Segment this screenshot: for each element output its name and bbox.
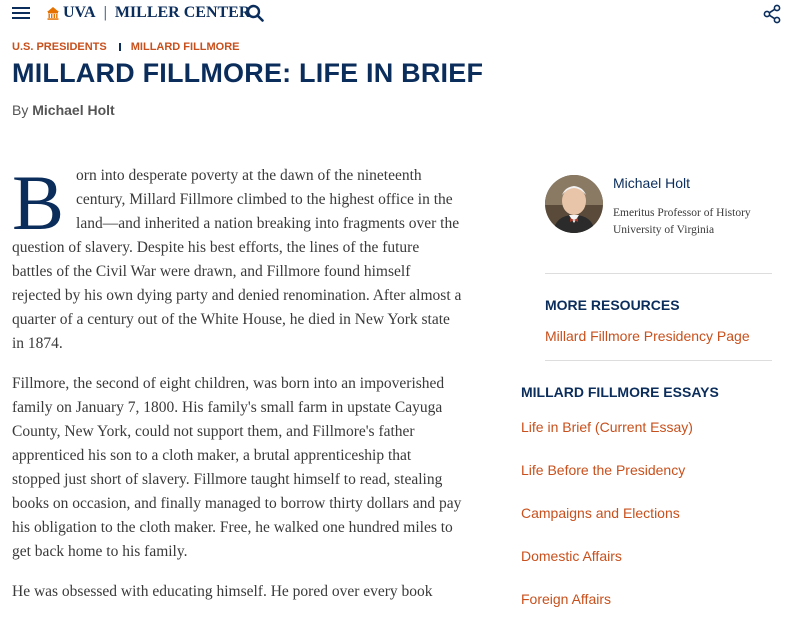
page-title: MILLARD FILLMORE: LIFE IN BRIEF bbox=[12, 58, 484, 88]
essay-link-domestic-affairs[interactable]: Domestic Affairs bbox=[521, 548, 622, 564]
article-paragraph bbox=[12, 159, 462, 356]
essay-link-foreign-affairs[interactable]: Foreign Affairs bbox=[521, 591, 612, 607]
breadcrumb-divider bbox=[119, 43, 121, 51]
logo-separator: | bbox=[103, 4, 107, 21]
article-paragraph: Fillmore, the second of eight children, was born into an impoverished family on January 7, 1800. His family's small farm in upstate Cayuga County, New York, could not support them, and Fillmore's father apprenticed his son to a cloth maker, a brutal apprenticeship that stopped just short of slavery. Fillmore taught himself to read, stealing books on occasion, and finally managed to borrow thirty dollars and pay his obligation to the cloth maker. Free, he walked one hundred miles to get back home to his family. bbox=[12, 375, 462, 560]
essay-link-life-in-brief[interactable]: Life in Brief (Current Essay) bbox=[521, 419, 693, 435]
hamburger-menu-icon[interactable] bbox=[12, 4, 30, 20]
author-title: Emeritus Professor of History University of Virginia bbox=[613, 207, 751, 236]
essays-heading: MILLARD FILLMORE ESSAYS bbox=[521, 384, 719, 400]
author-name[interactable]: Michael Holt bbox=[613, 175, 691, 191]
breadcrumb-millard-fillmore[interactable]: MILLARD FILLMORE bbox=[130, 41, 240, 53]
site-logo[interactable] bbox=[46, 3, 250, 23]
breadcrumb bbox=[12, 41, 240, 53]
top-bar bbox=[0, 0, 792, 28]
presidency-page-link[interactable]: Millard Fillmore Presidency Page bbox=[545, 328, 750, 344]
essay-link-campaigns-elections[interactable]: Campaigns and Elections bbox=[521, 505, 680, 521]
logo-miller-center-text: MILLER CENTER bbox=[114, 4, 251, 21]
breadcrumb-us-presidents[interactable]: U.S. PRESIDENTS bbox=[12, 41, 107, 53]
more-resources-heading: MORE RESOURCES bbox=[545, 297, 680, 313]
essay-link-life-before-presidency[interactable]: Life Before the Presidency bbox=[521, 462, 686, 478]
drop-cap: B bbox=[12, 159, 65, 246]
article-body bbox=[12, 159, 462, 620]
byline-prefix: By bbox=[12, 102, 29, 118]
author-avatar bbox=[545, 175, 603, 233]
sidebar-divider bbox=[545, 273, 772, 274]
search-icon[interactable] bbox=[246, 4, 264, 22]
article-paragraph: He was obsessed with educating himself. He pored over every book bbox=[12, 583, 433, 600]
share-icon[interactable] bbox=[762, 4, 782, 24]
sidebar-divider bbox=[545, 360, 772, 361]
byline-author-link[interactable]: Michael Holt bbox=[32, 102, 115, 118]
logo-uva-text: UVA bbox=[63, 4, 96, 21]
byline bbox=[12, 102, 115, 118]
article-paragraph-text: orn into desperate poverty at the dawn of the nineteenth century, Millard Fillmore climbed to the highest office in the land—and inherited a nation breaking into fragments over the question of slavery. Despite his best efforts, the lines of the future battles of the Civil War were drawn, and Fillmore found himself rejected by his own dying party and denied renomination. After almost a quarter of a century out of the White House, he died in New York state in 1874. bbox=[12, 167, 462, 352]
rotunda-icon bbox=[46, 6, 60, 20]
